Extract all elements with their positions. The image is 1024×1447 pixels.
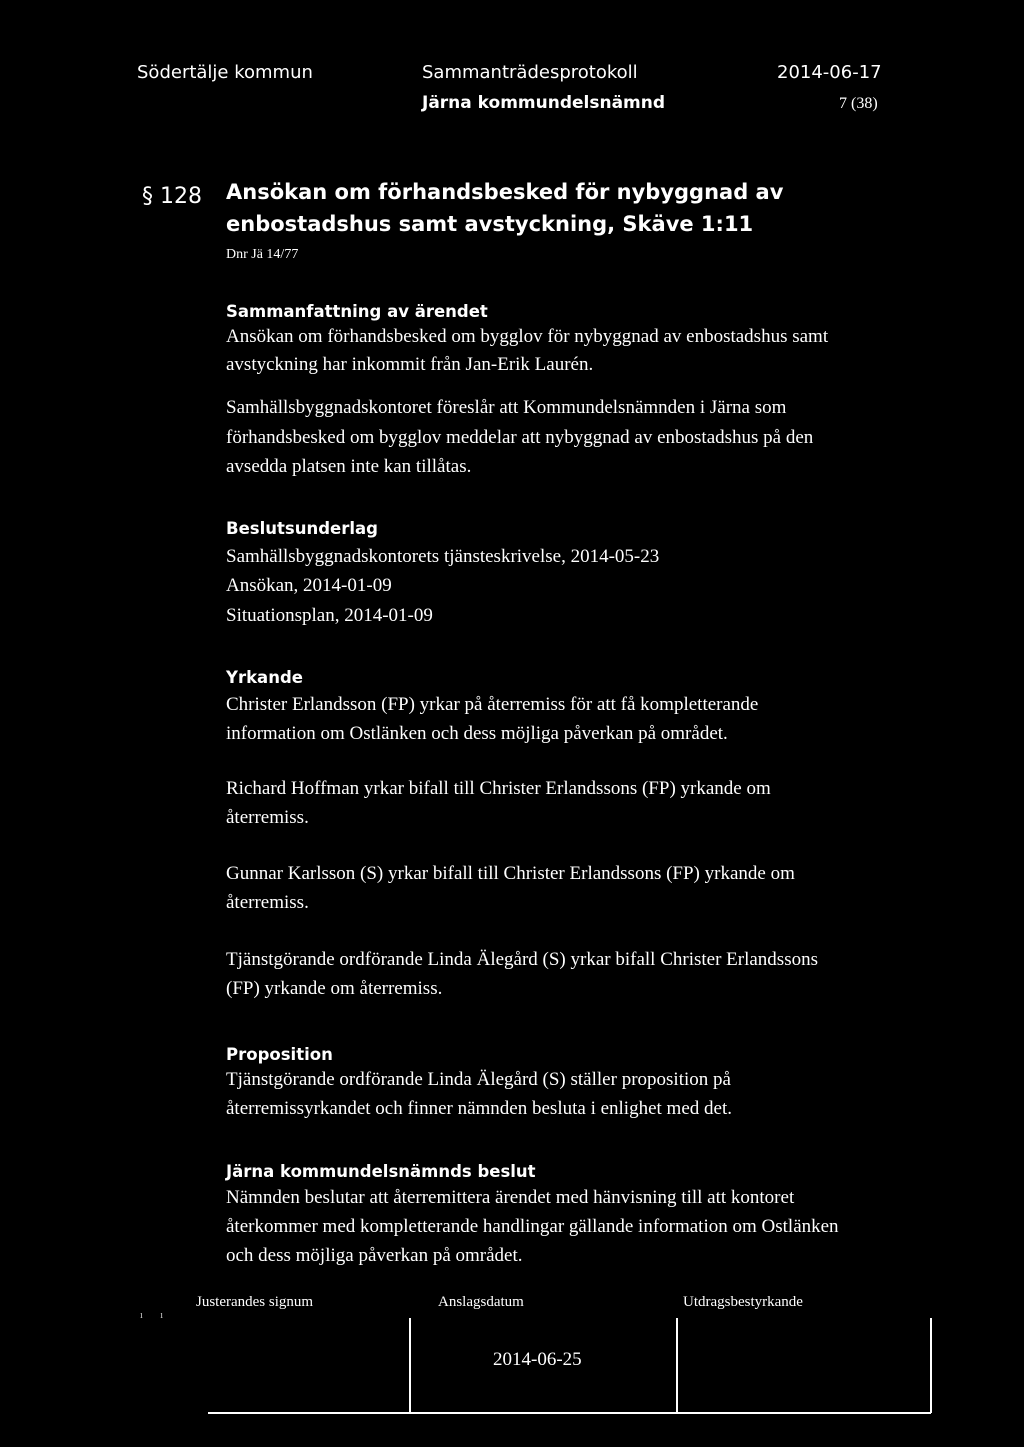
table-divider: [409, 1318, 411, 1413]
claim-line: Richard Hoffman yrkar bifall till Christer Erlandssons (FP) yrkande om: [226, 778, 771, 799]
summary-paragraph-line: förhandsbesked om bygglov meddelar att nybyggnad av enbostadshus på den: [226, 427, 814, 448]
decision-line: och dess möjliga påverkan på området.: [226, 1245, 523, 1266]
summary-paragraph-line: avsedda platsen inte kan tillåtas.: [226, 456, 472, 477]
basis-item: Situationsplan, 2014-01-09: [226, 605, 433, 626]
basis-item: Samhällsbyggnadskontorets tjänsteskrivelse, 2014-05-23: [226, 546, 660, 567]
section-title-line2: enbostadshus samt avstyckning, Skäve 1:11: [226, 212, 754, 236]
proposition-heading: Proposition: [226, 1045, 333, 1064]
page-number: 7 (38): [839, 95, 878, 112]
claim-line: återremiss.: [226, 892, 309, 913]
claim-line: Gunnar Karlsson (S) yrkar bifall till Christer Erlandssons (FP) yrkande om: [226, 863, 795, 884]
decision-line: återkommer med kompletterande handlingar gällande information om Ostlänken: [226, 1216, 839, 1237]
section-title-line1: Ansökan om förhandsbesked för nybyggnad av: [226, 180, 784, 204]
anslag-label: Anslagsdatum: [438, 1294, 524, 1310]
decision-heading: Järna kommundelsnämnds beslut: [226, 1162, 536, 1181]
summary-paragraph-line: Samhällsbyggnadskontoret föreslår att Kommundelsnämnden i Järna som: [226, 397, 787, 418]
proposition-line: Tjänstgörande ordförande Linda Älegård (S) ställer proposition på: [226, 1069, 731, 1090]
header-board: Järna kommundelsnämnd: [422, 93, 666, 113]
proposition-line: återremissyrkandet och finner nämnden besluta i enlighet med det.: [226, 1098, 732, 1119]
claim-line: Christer Erlandsson (FP) yrkar på återremiss för att få kompletterande: [226, 694, 759, 715]
table-divider: [930, 1318, 932, 1413]
scan-specks: ı ı: [140, 1310, 164, 1321]
claim-line: (FP) yrkande om återremiss.: [226, 978, 443, 999]
claim-line: återremiss.: [226, 807, 309, 828]
claim-line: information om Ostlänken och dess möjliga påverkan på området.: [226, 723, 728, 744]
decision-line: Nämnden beslutar att återremittera ärendet med hänvisning till att kontoret: [226, 1187, 795, 1208]
justering-label: Justerandes signum: [196, 1294, 314, 1310]
utdrag-label: Utdragsbestyrkande: [683, 1294, 803, 1310]
anslag-date: 2014-06-25: [493, 1349, 582, 1370]
summary-paragraph-line: avstyckning har inkommit från Jan-Erik Laurén.: [226, 354, 594, 375]
claim-line: Tjänstgörande ordförande Linda Älegård (S) yrkar bifall Christer Erlandssons: [226, 949, 818, 970]
header-municipality: Södertälje kommun: [137, 62, 313, 83]
table-divider: [676, 1318, 678, 1413]
diary-number: Dnr Jä 14/77: [226, 247, 299, 262]
table-bottom-line: [208, 1412, 931, 1414]
basis-item: Ansökan, 2014-01-09: [226, 575, 392, 596]
header-date: 2014-06-17: [777, 62, 882, 83]
claims-heading: Yrkande: [226, 668, 303, 687]
summary-paragraph-line: Ansökan om förhandsbesked om bygglov för nybyggnad av enbostadshus samt: [226, 326, 829, 347]
basis-heading: Beslutsunderlag: [226, 519, 378, 538]
header-document-type: Sammanträdesprotokoll: [422, 62, 638, 83]
section-mark: § 128: [142, 184, 202, 209]
summary-heading: Sammanfattning av ärendet: [226, 302, 488, 321]
